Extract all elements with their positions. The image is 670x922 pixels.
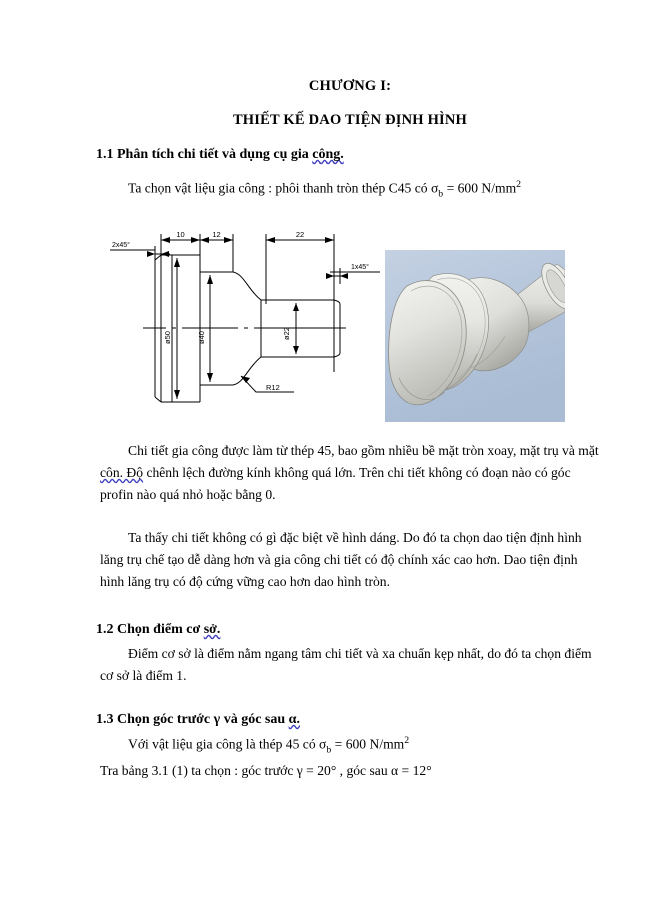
dimension-label-22: 22	[295, 230, 305, 239]
section-heading-1-1-misspelled: công.	[312, 147, 344, 162]
chamfer-label-right: 1x45°	[351, 264, 369, 271]
section-heading-1-2-text: 1.2 Chọn điểm cơ	[96, 622, 204, 637]
sigma-subscript: b	[438, 188, 444, 200]
dimension-label-10: 10	[176, 230, 185, 239]
diameter-label-50: ø50	[163, 331, 172, 344]
section-heading-1-3	[96, 712, 600, 728]
s13-text-a: Với vật liệu gia công là thép 45 có σ	[128, 736, 327, 752]
chapter-label: CHƯƠNG I:	[308, 78, 392, 94]
paragraph-1	[100, 440, 600, 506]
section-heading-1-2	[96, 622, 600, 638]
section-heading-1-1	[96, 147, 600, 163]
chamfer-label-left: 2x45°	[112, 242, 130, 249]
dimension-label-12: 12	[212, 230, 221, 239]
p1-text-b: chênh lệch đường kính không quá lớn. Trên chi tiết không có đoạn nào có góc profin nào quá nhỏ hoặc bằng 0.	[100, 465, 571, 503]
document-body	[96, 0, 600, 202]
diameter-label-22: ø22	[282, 327, 291, 340]
chapter-title: THIẾT KẾ DAO TIỆN ĐỊNH HÌNH	[232, 112, 468, 128]
paragraph-2: Ta thấy chi tiết không có gì đặc biệt về hình dáng. Do đó ta chọn dao tiện định hình lăng trụ chế tạo dễ dàng hơn và gia công chi tiết có độ chính xác cao hơn. Dao tiện định hình lăng trụ có độ cứng vững cao hơn dao hình tròn.	[100, 530, 582, 590]
radius-label-r12: R12	[266, 383, 280, 392]
section-heading-1-3-misspelled: α.	[288, 712, 300, 727]
section-1-3-paragraph-1	[100, 733, 600, 758]
part-3d-render	[385, 250, 565, 422]
s13-unit-superscript: 2	[404, 735, 410, 746]
section-1-2-paragraph: Điểm cơ sở là điểm nằm ngang tâm chi tiết và xa chuẩn kẹp nhất, do đó ta chọn điểm cơ sở là điểm 1.	[100, 646, 592, 684]
s13-text-b: = 600 N/mm	[331, 736, 405, 752]
p1-misspelled: côn. Độ	[100, 465, 144, 481]
paragraph-tool-choice	[100, 527, 600, 593]
unit-superscript: 2	[516, 179, 522, 190]
diameter-label-40: ø40	[197, 331, 206, 344]
section-1-2	[96, 622, 600, 687]
engineering-drawing	[98, 212, 388, 427]
paragraph-material-intro	[100, 177, 600, 202]
p1-text-a: Chi tiết gia công được làm từ thép 45, bao gồm nhiều bề mặt tròn xoay, mặt trụ và mặt	[128, 443, 599, 458]
section-heading-1-1-text: 1.1 Phân tích chi tiết và dụng cụ gia	[96, 147, 313, 162]
section-1-3-paragraph-2: Tra bảng 3.1 (1) ta chọn : góc trước γ = 20° , góc sau α = 12°	[100, 763, 432, 779]
s13-sigma-subscript: b	[326, 744, 332, 756]
intro-text: Ta chọn vật liệu gia công : phôi thanh tròn thép C45 có σ	[128, 180, 439, 196]
section-1-3	[96, 712, 600, 782]
intro-tail: = 600 N/mm	[443, 180, 517, 196]
section-heading-1-3-text: 1.3 Chọn góc trước γ và góc sau	[96, 712, 289, 727]
figure-part-drawing	[0, 212, 670, 427]
paragraph-part-description	[100, 440, 600, 506]
section-heading-1-2-misspelled: sở.	[203, 622, 221, 637]
